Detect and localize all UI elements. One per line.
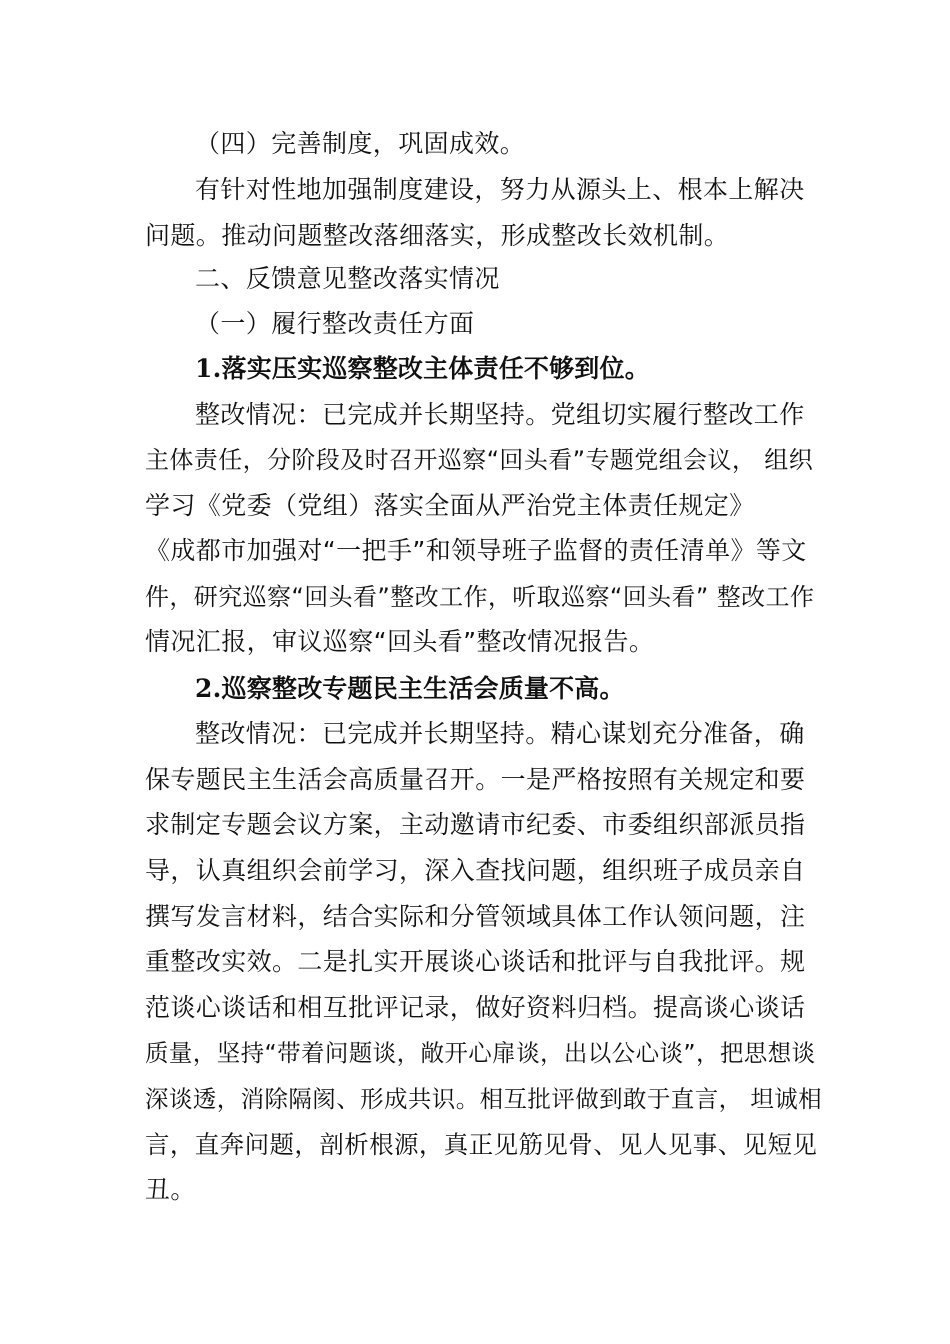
paragraph-line: 言，直奔问题，剖析根源，真正见筋见骨、见人见事、见短见 (145, 1130, 818, 1159)
paragraph-line: 撰写发言材料，结合实际和分管领域具体工作认领问题，注 (145, 902, 806, 931)
item-heading-1: 1.落实压实巡察整改主体责任不够到位。 (195, 354, 650, 383)
paragraph-line: 主体责任，分阶段及时召开巡察“回头看”专题党组会议， 组织 (145, 446, 814, 474)
item-heading-2: 2.巡察整改专题民主生活会质量不高。 (195, 674, 625, 703)
paragraph-line: 学习《党委（党组）落实全面从严治党主体责任规定》 (145, 491, 755, 520)
section-heading-four: （四）完善制度，巩固成效。 (195, 129, 526, 158)
paragraph-line: 整改情况：已完成并长期坚持。精心谋划充分准备，确 (195, 719, 805, 748)
paragraph-line: 导，认真组织会前学习，深入查找问题，组织班子成员亲自 (145, 856, 806, 885)
paragraph-line: 范谈心谈话和相互批评记录，做好资料归档。提高谈心谈话 (145, 993, 806, 1022)
paragraph-line: 丑。 (145, 1175, 196, 1204)
paragraph-line: 质量，坚持“带着问题谈，敞开心扉谈，出以公心谈”，把思想谈 (145, 1039, 816, 1067)
paragraph-line: 有针对性地加强制度建设，努力从源头上、根本上解决 (195, 175, 805, 204)
paragraph-line: 深谈透，消除隔阂、形成共识。相互批评做到敢于直言， 坦诚相 (145, 1085, 823, 1113)
section-heading-two: 二、反馈意见整改落实情况 (195, 264, 500, 293)
paragraph-line: 重整改实效。二是扎实开展谈心谈话和批评与自我批评。规 (145, 947, 806, 976)
paragraph-line: 问题。推动问题整改落细落实，形成整改长效机制。 (145, 221, 730, 250)
paragraph-line: 情况汇报，审议巡察“回头看”整改情况报告。 (145, 627, 655, 656)
subsection-heading-one: （一）履行整改责任方面 (195, 309, 475, 338)
paragraph-line: 求制定专题会议方案，主动邀请市纪委、市委组织部派员指 (145, 810, 806, 839)
paragraph-line: 保专题民主生活会高质量召开。一是严格按照有关规定和要 (145, 765, 806, 794)
paragraph-line: 整改情况：已完成并长期坚持。党组切实履行整改工作 (195, 400, 805, 429)
paragraph-line: 《成都市加强对“一把手”和领导班子监督的责任清单》等文 (145, 536, 807, 565)
paragraph-line: 件，研究巡察“回头看”整改工作，听取巡察“回头看” 整改工作 (145, 583, 815, 611)
